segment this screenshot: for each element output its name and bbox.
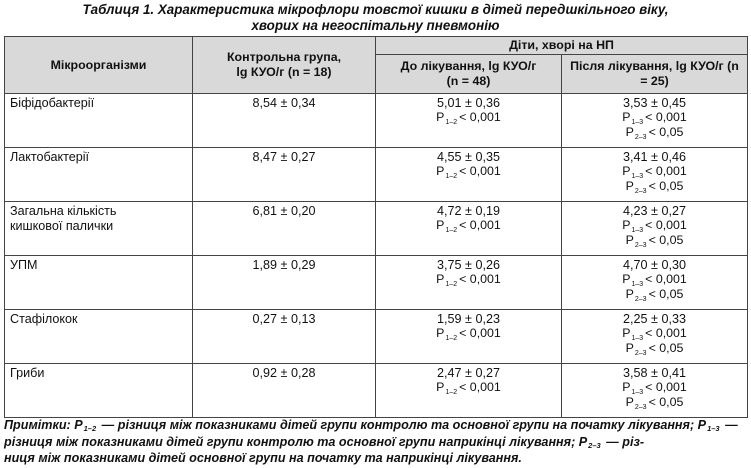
before-treatment-value: 3,75 ± 0,26 $P_{1-2} < 0,001$ xyxy=(376,256,562,310)
control-value: 0,27 ± 0,13 xyxy=(193,310,376,364)
notes-label: Примітки: xyxy=(4,418,71,432)
microorganism-name: УПМ xyxy=(5,256,193,310)
header-control-group xyxy=(193,37,376,94)
p12-value: $P_{1-2} < 0,001$ xyxy=(436,110,501,126)
microflora-table xyxy=(4,36,748,418)
before-treatment-value: 5,01 ± 0,36 $P_{1-2} < 0,001$ xyxy=(376,94,562,148)
header-after-treatment: Після лікування, lg КУО/г (n = 25) xyxy=(562,55,748,94)
p23-value: $P_{2-3} < 0,05$ xyxy=(625,179,684,195)
table-notes xyxy=(4,418,747,467)
p12-value: $P_{1-2} < 0,001$ xyxy=(436,326,501,342)
p23-value: $P_{2-3} < 0,05$ xyxy=(625,395,684,411)
microorganism-name: Лактобактерії xyxy=(5,148,193,202)
control-value: 0,92 ± 0,28 xyxy=(193,364,376,418)
p13-value: $P_{1-3} < 0,001$ xyxy=(622,218,687,234)
p23-value: $P_{2-3} < 0,05$ xyxy=(625,233,684,249)
control-value: 1,89 ± 0,29 xyxy=(193,256,376,310)
p23-value: $P_{2-3} < 0,05$ xyxy=(625,125,684,141)
microorganism-name: Біфідобактерії xyxy=(5,94,193,148)
microorganism-name: Гриби xyxy=(5,364,193,418)
notes-text-1: — різниця між показниками дітей групи контролю та основної групи на початку лікування; xyxy=(98,418,695,432)
table-row xyxy=(5,148,748,202)
after-treatment-value: 2,25 ± 0,33 $P_{1-3} < 0,001$ $P_{2-3} < 0,05$ xyxy=(562,310,748,364)
caption-line-1: Таблиця 1. Характеристика мікрофлори товстої кишки в дітей передшкільного віку, xyxy=(82,2,669,17)
header-np-group: Діти, хворі на НП xyxy=(376,37,748,55)
before-treatment-value: 4,72 ± 0,19 $P_{1-2} < 0,001$ xyxy=(376,202,562,256)
microorganism-name: Стафілокок xyxy=(5,310,193,364)
caption-line-2: хворих на негоспітальну пневмонію xyxy=(251,17,500,33)
table-row xyxy=(5,256,748,310)
p23-value: $P_{2-3} < 0,05$ xyxy=(625,287,684,303)
microorganism-name: Загальна кількість кишкової палички xyxy=(5,202,193,256)
after-treatment-value: 3,41 ± 0,46 $P_{1-3} < 0,001$ $P_{2-3} < 0,05$ xyxy=(562,148,748,202)
header-control-line-2: lg КУО/г (n = 18) xyxy=(236,65,332,79)
p13-value: $P_{1-3} < 0,001$ xyxy=(622,272,687,288)
header-before-treatment xyxy=(376,55,562,94)
after-treatment-value: 4,70 ± 0,30 $P_{1-3} < 0,001$ $P_{2-3} < 0,05$ xyxy=(562,256,748,310)
after-treatment-value: 3,53 ± 0,45 $P_{1-3} < 0,001$ $P_{2-3} < 0,05$ xyxy=(562,94,748,148)
p13-value: $P_{1-3} < 0,001$ xyxy=(622,326,687,342)
table-caption xyxy=(0,2,751,33)
after-treatment-value: 3,58 ± 0,41 $P_{1-3} < 0,001$ $P_{2-3} < 0,05$ xyxy=(562,364,748,418)
notes-p13-symbol: P1–3 xyxy=(697,418,720,433)
table-row xyxy=(5,94,748,148)
notes-text-3a: — різ- xyxy=(602,434,645,449)
before-treatment-value: 4,55 ± 0,35 $P_{1-2} < 0,001$ xyxy=(376,148,562,202)
table-row xyxy=(5,310,748,364)
p13-value: $P_{1-3} < 0,001$ xyxy=(622,110,687,126)
p12-value: $P_{1-2} < 0,001$ xyxy=(436,164,501,180)
p23-value: $P_{2-3} < 0,05$ xyxy=(625,341,684,357)
notes-p23-symbol: P2–3 xyxy=(578,434,601,450)
after-treatment-value: 4,23 ± 0,27 $P_{1-3} < 0,001$ $P_{2-3} < 0,05$ xyxy=(562,202,748,256)
p13-value: $P_{1-3} < 0,001$ xyxy=(622,380,687,396)
before-treatment-value: 1,59 ± 0,23 $P_{1-2} < 0,001$ xyxy=(376,310,562,364)
control-value: 8,54 ± 0,34 xyxy=(193,94,376,148)
notes-text-3b: ниця між показниками дітей основної групи на початку та наприкінці лікування. xyxy=(4,451,522,465)
notes-text-2: — різниця між показниками дітей групи контролю та основної групи наприкінці лікування; xyxy=(4,418,738,449)
p13-value: $P_{1-3} < 0,001$ xyxy=(622,164,687,180)
control-value: 6,81 ± 0,20 xyxy=(193,202,376,256)
header-microorganisms: Мікроорганізми xyxy=(5,37,193,94)
table-row xyxy=(5,202,748,256)
p12-value: $P_{1-2} < 0,001$ xyxy=(436,272,501,288)
notes-p12-symbol: P1–2 xyxy=(74,418,97,433)
p12-value: $P_{1-2} < 0,001$ xyxy=(436,218,501,234)
p12-value: $P_{1-2} < 0,001$ xyxy=(436,380,501,396)
header-control-line-1: Контрольна група, xyxy=(226,50,342,64)
header-before-line-2: (n = 48) xyxy=(446,74,491,88)
control-value: 8,47 ± 0,27 xyxy=(193,148,376,202)
table-row xyxy=(5,364,748,418)
before-treatment-value: 2,47 ± 0,27 $P_{1-2} < 0,001$ xyxy=(376,364,562,418)
header-before-line-1: До лікування, lg КУО/г xyxy=(400,59,537,73)
